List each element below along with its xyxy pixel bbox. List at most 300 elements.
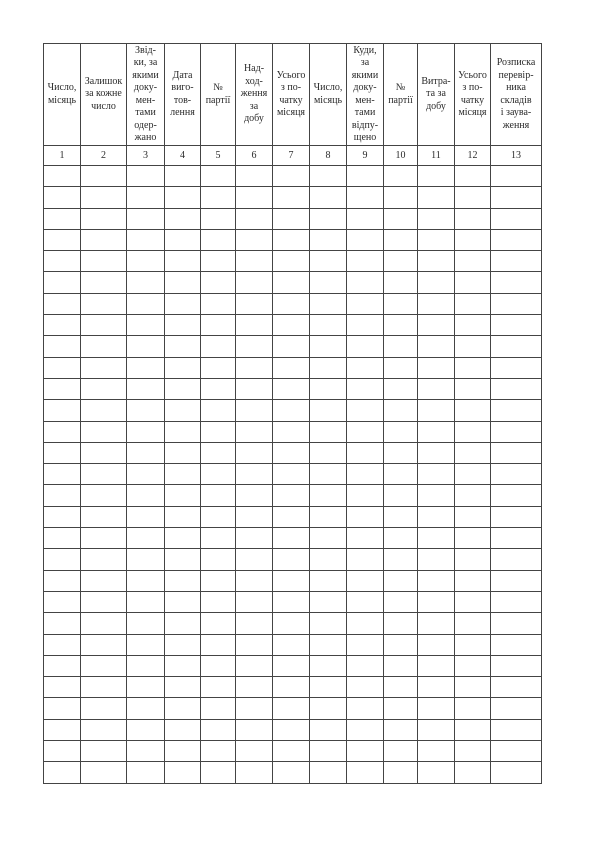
table-cell[interactable]: [236, 698, 273, 719]
table-cell[interactable]: [44, 698, 81, 719]
table-cell[interactable]: [347, 613, 384, 634]
table-cell[interactable]: [81, 591, 127, 612]
table-cell[interactable]: [165, 719, 201, 740]
table-cell[interactable]: [273, 315, 310, 336]
table-cell[interactable]: [201, 357, 236, 378]
table-cell[interactable]: [165, 634, 201, 655]
table-cell[interactable]: [384, 528, 418, 549]
table-cell[interactable]: [81, 293, 127, 314]
table-cell[interactable]: [236, 208, 273, 229]
table-cell[interactable]: [81, 357, 127, 378]
table-cell[interactable]: [455, 272, 491, 293]
table-cell[interactable]: [236, 741, 273, 762]
table-cell[interactable]: [310, 719, 347, 740]
table-cell[interactable]: [310, 655, 347, 676]
table-cell[interactable]: [236, 272, 273, 293]
table-cell[interactable]: [347, 528, 384, 549]
table-cell[interactable]: [273, 357, 310, 378]
table-cell[interactable]: [491, 208, 542, 229]
table-cell[interactable]: [384, 762, 418, 783]
table-cell[interactable]: [418, 378, 455, 399]
table-cell[interactable]: [236, 357, 273, 378]
table-cell[interactable]: [44, 400, 81, 421]
table-cell[interactable]: [236, 336, 273, 357]
table-cell[interactable]: [201, 208, 236, 229]
table-cell[interactable]: [491, 677, 542, 698]
table-cell[interactable]: [491, 528, 542, 549]
table-cell[interactable]: [347, 719, 384, 740]
table-cell[interactable]: [236, 719, 273, 740]
table-cell[interactable]: [491, 591, 542, 612]
table-cell[interactable]: [165, 591, 201, 612]
table-cell[interactable]: [81, 655, 127, 676]
table-cell[interactable]: [81, 549, 127, 570]
table-cell[interactable]: [455, 549, 491, 570]
table-cell[interactable]: [165, 315, 201, 336]
table-cell[interactable]: [347, 315, 384, 336]
table-cell[interactable]: [455, 293, 491, 314]
table-cell[interactable]: [127, 613, 165, 634]
table-cell[interactable]: [201, 570, 236, 591]
table-cell[interactable]: [81, 272, 127, 293]
table-cell[interactable]: [455, 357, 491, 378]
table-cell[interactable]: [81, 698, 127, 719]
table-cell[interactable]: [491, 549, 542, 570]
table-cell[interactable]: [455, 613, 491, 634]
table-cell[interactable]: [44, 677, 81, 698]
table-cell[interactable]: [384, 315, 418, 336]
table-cell[interactable]: [201, 613, 236, 634]
table-cell[interactable]: [165, 570, 201, 591]
table-cell[interactable]: [455, 166, 491, 187]
table-cell[interactable]: [347, 421, 384, 442]
table-cell[interactable]: [236, 251, 273, 272]
table-cell[interactable]: [418, 187, 455, 208]
table-cell[interactable]: [165, 655, 201, 676]
table-cell[interactable]: [418, 762, 455, 783]
table-cell[interactable]: [384, 293, 418, 314]
table-cell[interactable]: [384, 229, 418, 250]
table-cell[interactable]: [310, 251, 347, 272]
table-cell[interactable]: [455, 187, 491, 208]
table-cell[interactable]: [347, 762, 384, 783]
table-cell[interactable]: [236, 528, 273, 549]
table-cell[interactable]: [384, 677, 418, 698]
table-cell[interactable]: [44, 485, 81, 506]
table-cell[interactable]: [44, 166, 81, 187]
table-cell[interactable]: [127, 506, 165, 527]
table-cell[interactable]: [81, 378, 127, 399]
table-cell[interactable]: [236, 229, 273, 250]
table-cell[interactable]: [491, 613, 542, 634]
table-cell[interactable]: [165, 741, 201, 762]
table-cell[interactable]: [310, 591, 347, 612]
table-cell[interactable]: [81, 570, 127, 591]
table-cell[interactable]: [310, 464, 347, 485]
table-cell[interactable]: [310, 336, 347, 357]
table-cell[interactable]: [273, 272, 310, 293]
table-cell[interactable]: [310, 741, 347, 762]
table-cell[interactable]: [165, 378, 201, 399]
table-cell[interactable]: [81, 634, 127, 655]
table-cell[interactable]: [165, 549, 201, 570]
table-cell[interactable]: [384, 400, 418, 421]
table-cell[interactable]: [44, 378, 81, 399]
table-cell[interactable]: [165, 187, 201, 208]
table-cell[interactable]: [273, 506, 310, 527]
table-cell[interactable]: [81, 528, 127, 549]
table-cell[interactable]: [455, 762, 491, 783]
table-cell[interactable]: [201, 698, 236, 719]
table-cell[interactable]: [347, 272, 384, 293]
table-cell[interactable]: [236, 485, 273, 506]
table-cell[interactable]: [201, 655, 236, 676]
table-cell[interactable]: [310, 442, 347, 463]
table-cell[interactable]: [491, 357, 542, 378]
table-cell[interactable]: [165, 272, 201, 293]
table-cell[interactable]: [491, 400, 542, 421]
table-cell[interactable]: [455, 485, 491, 506]
table-cell[interactable]: [44, 591, 81, 612]
table-cell[interactable]: [127, 677, 165, 698]
table-cell[interactable]: [310, 528, 347, 549]
table-cell[interactable]: [347, 378, 384, 399]
table-cell[interactable]: [347, 570, 384, 591]
table-cell[interactable]: [491, 251, 542, 272]
table-cell[interactable]: [201, 229, 236, 250]
table-cell[interactable]: [273, 741, 310, 762]
table-cell[interactable]: [310, 762, 347, 783]
table-cell[interactable]: [236, 549, 273, 570]
table-cell[interactable]: [310, 187, 347, 208]
table-cell[interactable]: [165, 464, 201, 485]
table-cell[interactable]: [384, 272, 418, 293]
table-cell[interactable]: [127, 293, 165, 314]
table-cell[interactable]: [165, 336, 201, 357]
table-cell[interactable]: [236, 677, 273, 698]
table-cell[interactable]: [44, 357, 81, 378]
table-cell[interactable]: [273, 698, 310, 719]
table-cell[interactable]: [127, 229, 165, 250]
table-cell[interactable]: [127, 315, 165, 336]
table-cell[interactable]: [455, 506, 491, 527]
table-cell[interactable]: [201, 528, 236, 549]
table-cell[interactable]: [127, 464, 165, 485]
table-cell[interactable]: [44, 421, 81, 442]
table-cell[interactable]: [491, 229, 542, 250]
table-cell[interactable]: [81, 719, 127, 740]
table-cell[interactable]: [44, 506, 81, 527]
table-cell[interactable]: [273, 336, 310, 357]
table-cell[interactable]: [384, 506, 418, 527]
table-cell[interactable]: [418, 613, 455, 634]
table-cell[interactable]: [201, 421, 236, 442]
table-cell[interactable]: [236, 762, 273, 783]
table-cell[interactable]: [455, 528, 491, 549]
table-cell[interactable]: [384, 634, 418, 655]
table-cell[interactable]: [201, 634, 236, 655]
table-cell[interactable]: [273, 549, 310, 570]
table-cell[interactable]: [310, 698, 347, 719]
table-cell[interactable]: [384, 591, 418, 612]
table-cell[interactable]: [201, 464, 236, 485]
table-cell[interactable]: [236, 655, 273, 676]
table-cell[interactable]: [418, 677, 455, 698]
table-cell[interactable]: [127, 421, 165, 442]
table-cell[interactable]: [418, 251, 455, 272]
table-cell[interactable]: [236, 187, 273, 208]
table-cell[interactable]: [310, 272, 347, 293]
table-cell[interactable]: [455, 229, 491, 250]
table-cell[interactable]: [273, 528, 310, 549]
table-cell[interactable]: [81, 677, 127, 698]
table-cell[interactable]: [418, 741, 455, 762]
table-cell[interactable]: [81, 442, 127, 463]
table-cell[interactable]: [201, 336, 236, 357]
table-cell[interactable]: [491, 336, 542, 357]
table-cell[interactable]: [236, 315, 273, 336]
table-cell[interactable]: [273, 613, 310, 634]
table-cell[interactable]: [310, 229, 347, 250]
table-cell[interactable]: [384, 336, 418, 357]
table-cell[interactable]: [127, 187, 165, 208]
table-cell[interactable]: [418, 229, 455, 250]
table-cell[interactable]: [81, 251, 127, 272]
table-cell[interactable]: [310, 506, 347, 527]
table-cell[interactable]: [455, 208, 491, 229]
table-cell[interactable]: [347, 357, 384, 378]
table-cell[interactable]: [44, 549, 81, 570]
table-cell[interactable]: [347, 208, 384, 229]
table-cell[interactable]: [491, 315, 542, 336]
table-cell[interactable]: [236, 634, 273, 655]
table-cell[interactable]: [44, 570, 81, 591]
table-cell[interactable]: [127, 251, 165, 272]
table-cell[interactable]: [81, 187, 127, 208]
table-cell[interactable]: [127, 634, 165, 655]
table-cell[interactable]: [236, 570, 273, 591]
table-cell[interactable]: [418, 208, 455, 229]
table-cell[interactable]: [418, 528, 455, 549]
table-cell[interactable]: [127, 357, 165, 378]
table-cell[interactable]: [418, 442, 455, 463]
table-cell[interactable]: [418, 336, 455, 357]
table-cell[interactable]: [273, 762, 310, 783]
table-cell[interactable]: [127, 378, 165, 399]
table-cell[interactable]: [384, 464, 418, 485]
table-cell[interactable]: [418, 421, 455, 442]
table-cell[interactable]: [273, 187, 310, 208]
table-cell[interactable]: [44, 442, 81, 463]
table-cell[interactable]: [418, 272, 455, 293]
table-cell[interactable]: [273, 229, 310, 250]
table-cell[interactable]: [201, 762, 236, 783]
table-cell[interactable]: [491, 485, 542, 506]
table-cell[interactable]: [81, 485, 127, 506]
table-cell[interactable]: [127, 208, 165, 229]
table-cell[interactable]: [165, 293, 201, 314]
table-cell[interactable]: [127, 442, 165, 463]
table-cell[interactable]: [165, 506, 201, 527]
table-cell[interactable]: [127, 272, 165, 293]
table-cell[interactable]: [236, 591, 273, 612]
table-cell[interactable]: [347, 506, 384, 527]
table-cell[interactable]: [491, 442, 542, 463]
table-cell[interactable]: [455, 315, 491, 336]
table-cell[interactable]: [201, 442, 236, 463]
table-cell[interactable]: [418, 357, 455, 378]
table-cell[interactable]: [81, 762, 127, 783]
table-cell[interactable]: [384, 719, 418, 740]
table-cell[interactable]: [44, 528, 81, 549]
table-cell[interactable]: [165, 421, 201, 442]
table-cell[interactable]: [201, 485, 236, 506]
table-cell[interactable]: [455, 655, 491, 676]
table-cell[interactable]: [201, 315, 236, 336]
table-cell[interactable]: [310, 378, 347, 399]
table-cell[interactable]: [81, 336, 127, 357]
table-cell[interactable]: [347, 336, 384, 357]
table-cell[interactable]: [418, 719, 455, 740]
table-cell[interactable]: [201, 251, 236, 272]
table-cell[interactable]: [165, 528, 201, 549]
table-cell[interactable]: [347, 698, 384, 719]
table-cell[interactable]: [201, 677, 236, 698]
table-cell[interactable]: [201, 719, 236, 740]
table-cell[interactable]: [81, 400, 127, 421]
table-cell[interactable]: [310, 315, 347, 336]
table-cell[interactable]: [418, 315, 455, 336]
table-cell[interactable]: [127, 762, 165, 783]
table-cell[interactable]: [384, 655, 418, 676]
table-cell[interactable]: [81, 166, 127, 187]
table-cell[interactable]: [491, 506, 542, 527]
table-cell[interactable]: [127, 528, 165, 549]
table-cell[interactable]: [273, 485, 310, 506]
table-cell[interactable]: [347, 741, 384, 762]
table-cell[interactable]: [44, 272, 81, 293]
table-cell[interactable]: [418, 506, 455, 527]
table-cell[interactable]: [347, 591, 384, 612]
table-cell[interactable]: [44, 293, 81, 314]
table-cell[interactable]: [418, 293, 455, 314]
table-cell[interactable]: [165, 208, 201, 229]
table-cell[interactable]: [491, 698, 542, 719]
table-cell[interactable]: [273, 400, 310, 421]
table-cell[interactable]: [310, 613, 347, 634]
table-cell[interactable]: [455, 677, 491, 698]
table-cell[interactable]: [491, 719, 542, 740]
table-cell[interactable]: [418, 698, 455, 719]
table-cell[interactable]: [384, 357, 418, 378]
table-cell[interactable]: [273, 166, 310, 187]
table-cell[interactable]: [165, 762, 201, 783]
table-cell[interactable]: [236, 166, 273, 187]
table-cell[interactable]: [127, 336, 165, 357]
table-cell[interactable]: [236, 442, 273, 463]
table-cell[interactable]: [236, 400, 273, 421]
table-cell[interactable]: [491, 378, 542, 399]
table-cell[interactable]: [273, 677, 310, 698]
table-cell[interactable]: [310, 208, 347, 229]
table-cell[interactable]: [455, 421, 491, 442]
table-cell[interactable]: [455, 591, 491, 612]
table-cell[interactable]: [347, 485, 384, 506]
table-cell[interactable]: [44, 762, 81, 783]
table-cell[interactable]: [418, 400, 455, 421]
table-cell[interactable]: [201, 400, 236, 421]
table-cell[interactable]: [273, 634, 310, 655]
table-cell[interactable]: [384, 421, 418, 442]
table-cell[interactable]: [418, 655, 455, 676]
table-cell[interactable]: [310, 549, 347, 570]
table-cell[interactable]: [310, 421, 347, 442]
table-cell[interactable]: [384, 613, 418, 634]
table-cell[interactable]: [491, 741, 542, 762]
table-cell[interactable]: [418, 549, 455, 570]
table-cell[interactable]: [165, 613, 201, 634]
table-cell[interactable]: [127, 485, 165, 506]
table-cell[interactable]: [201, 549, 236, 570]
table-cell[interactable]: [273, 208, 310, 229]
table-cell[interactable]: [273, 655, 310, 676]
table-cell[interactable]: [81, 208, 127, 229]
table-cell[interactable]: [384, 698, 418, 719]
table-cell[interactable]: [347, 634, 384, 655]
table-cell[interactable]: [491, 293, 542, 314]
table-cell[interactable]: [347, 229, 384, 250]
table-cell[interactable]: [236, 464, 273, 485]
table-cell[interactable]: [491, 634, 542, 655]
table-cell[interactable]: [273, 378, 310, 399]
table-cell[interactable]: [127, 166, 165, 187]
table-cell[interactable]: [347, 293, 384, 314]
table-cell[interactable]: [201, 378, 236, 399]
table-cell[interactable]: [81, 741, 127, 762]
table-cell[interactable]: [236, 378, 273, 399]
table-cell[interactable]: [384, 378, 418, 399]
table-cell[interactable]: [310, 570, 347, 591]
table-cell[interactable]: [310, 485, 347, 506]
table-cell[interactable]: [273, 293, 310, 314]
table-cell[interactable]: [81, 421, 127, 442]
table-cell[interactable]: [418, 570, 455, 591]
table-cell[interactable]: [455, 251, 491, 272]
table-cell[interactable]: [491, 272, 542, 293]
table-cell[interactable]: [165, 677, 201, 698]
table-cell[interactable]: [491, 762, 542, 783]
table-cell[interactable]: [273, 719, 310, 740]
table-cell[interactable]: [127, 655, 165, 676]
table-cell[interactable]: [127, 549, 165, 570]
table-cell[interactable]: [81, 506, 127, 527]
table-cell[interactable]: [310, 634, 347, 655]
table-cell[interactable]: [347, 549, 384, 570]
table-cell[interactable]: [418, 166, 455, 187]
table-cell[interactable]: [201, 293, 236, 314]
table-cell[interactable]: [44, 336, 81, 357]
table-cell[interactable]: [310, 293, 347, 314]
table-cell[interactable]: [455, 634, 491, 655]
table-cell[interactable]: [236, 506, 273, 527]
table-cell[interactable]: [347, 166, 384, 187]
table-cell[interactable]: [44, 251, 81, 272]
table-cell[interactable]: [455, 336, 491, 357]
table-cell[interactable]: [273, 442, 310, 463]
table-cell[interactable]: [44, 655, 81, 676]
table-cell[interactable]: [347, 187, 384, 208]
table-cell[interactable]: [81, 464, 127, 485]
